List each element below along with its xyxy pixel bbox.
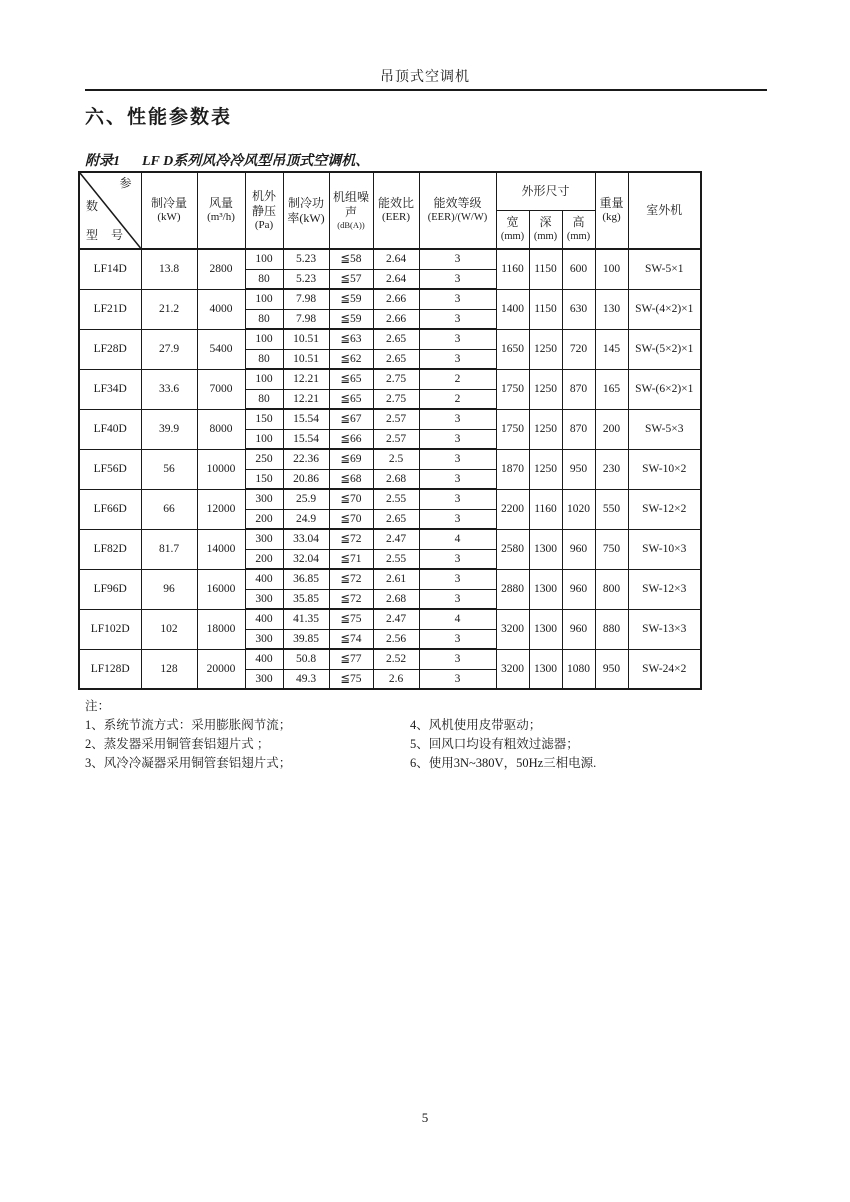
table-row xyxy=(79,489,701,509)
model-cell: LF14D xyxy=(79,249,141,289)
col-header-dim-height: 高 (mm) xyxy=(562,210,595,249)
table-caption xyxy=(85,150,369,170)
model-cell: LF128D xyxy=(79,649,141,689)
dim-height-cell: 950 xyxy=(562,449,595,489)
noise-cell: ≦70 xyxy=(329,489,373,509)
outdoor-unit-cell: SW-10×2 xyxy=(628,449,701,489)
eer-cell: 2.64 xyxy=(373,249,419,269)
weight-cell: 200 xyxy=(595,409,628,449)
noise-cell: ≦57 xyxy=(329,269,373,289)
col-header-dim-depth: 深 (mm) xyxy=(529,210,562,249)
col-header-airflow: 风量 (m³/h) xyxy=(197,172,245,249)
note-item: 5、回风口均设有粗效过滤器； xyxy=(410,737,579,751)
dim-width-cell: 1400 xyxy=(496,289,529,329)
corner-header-cell xyxy=(79,172,141,249)
weight-cell: 750 xyxy=(595,529,628,569)
col-header-static-pressure: 机外静压 (Pa) xyxy=(245,172,283,249)
dim-width-cell: 1160 xyxy=(496,249,529,289)
efficiency-grade-cell: 3 xyxy=(419,649,496,669)
efficiency-grade-cell: 3 xyxy=(419,249,496,269)
weight-cell: 130 xyxy=(595,289,628,329)
cooling-power-cell: 7.98 xyxy=(283,309,329,329)
cooling-power-cell: 24.9 xyxy=(283,509,329,529)
weight-cell: 950 xyxy=(595,649,628,689)
col-header-noise: 机组噪声 (dB(A)) xyxy=(329,172,373,249)
weight-cell: 100 xyxy=(595,249,628,289)
static-pressure-cell: 300 xyxy=(245,669,283,689)
eer-cell: 2.55 xyxy=(373,549,419,569)
noise-cell: ≦65 xyxy=(329,369,373,389)
eer-cell: 2.47 xyxy=(373,609,419,629)
weight-cell: 165 xyxy=(595,369,628,409)
noise-cell: ≦70 xyxy=(329,509,373,529)
static-pressure-cell: 80 xyxy=(245,389,283,409)
static-pressure-cell: 400 xyxy=(245,649,283,669)
eer-cell: 2.66 xyxy=(373,289,419,309)
static-pressure-cell: 150 xyxy=(245,469,283,489)
dim-width-cell: 2580 xyxy=(496,529,529,569)
eer-cell: 2.65 xyxy=(373,509,419,529)
static-pressure-cell: 250 xyxy=(245,449,283,469)
outdoor-unit-cell: SW-(4×2)×1 xyxy=(628,289,701,329)
eer-cell: 2.75 xyxy=(373,389,419,409)
efficiency-grade-cell: 3 xyxy=(419,489,496,509)
note-item: 1、系统节流方式：采用膨胀阀节流； xyxy=(85,718,292,732)
static-pressure-cell: 100 xyxy=(245,289,283,309)
dim-depth-cell: 1300 xyxy=(529,529,562,569)
static-pressure-cell: 300 xyxy=(245,589,283,609)
model-cell: LF96D xyxy=(79,569,141,609)
corner-model-label: 型 号 xyxy=(86,228,129,242)
dim-height-cell: 720 xyxy=(562,329,595,369)
weight-cell: 230 xyxy=(595,449,628,489)
cooling-capacity-cell: 21.2 xyxy=(141,289,197,329)
dim-width-cell: 1870 xyxy=(496,449,529,489)
efficiency-grade-cell: 3 xyxy=(419,449,496,469)
model-cell: LF56D xyxy=(79,449,141,489)
outdoor-unit-cell: SW-(5×2)×1 xyxy=(628,329,701,369)
static-pressure-cell: 150 xyxy=(245,409,283,429)
noise-cell: ≦65 xyxy=(329,389,373,409)
cooling-capacity-cell: 81.7 xyxy=(141,529,197,569)
cooling-power-cell: 12.21 xyxy=(283,369,329,389)
noise-cell: ≦59 xyxy=(329,309,373,329)
cooling-capacity-cell: 27.9 xyxy=(141,329,197,369)
cooling-capacity-cell: 128 xyxy=(141,649,197,689)
spec-table xyxy=(78,171,702,690)
weight-cell: 550 xyxy=(595,489,628,529)
caption-text: LF D系列风冷冷风型吊顶式空调机、 xyxy=(142,154,370,169)
cooling-power-cell: 15.54 xyxy=(283,409,329,429)
cooling-power-cell: 35.85 xyxy=(283,589,329,609)
efficiency-grade-cell: 2 xyxy=(419,369,496,389)
cooling-capacity-cell: 33.6 xyxy=(141,369,197,409)
dim-width-cell: 2880 xyxy=(496,569,529,609)
table-row xyxy=(79,569,701,589)
eer-cell: 2.68 xyxy=(373,589,419,609)
dim-depth-cell: 1250 xyxy=(529,369,562,409)
notes-heading: 注： xyxy=(85,699,111,713)
dim-height-cell: 1020 xyxy=(562,489,595,529)
table-row xyxy=(79,649,701,669)
cooling-power-cell: 5.23 xyxy=(283,249,329,269)
eer-cell: 2.68 xyxy=(373,469,419,489)
eer-cell: 2.61 xyxy=(373,569,419,589)
eer-cell: 2.56 xyxy=(373,629,419,649)
weight-cell: 880 xyxy=(595,609,628,649)
eer-cell: 2.65 xyxy=(373,349,419,369)
outdoor-unit-cell: SW-5×1 xyxy=(628,249,701,289)
outdoor-unit-cell: SW-13×3 xyxy=(628,609,701,649)
static-pressure-cell: 80 xyxy=(245,349,283,369)
eer-cell: 2.64 xyxy=(373,269,419,289)
dim-width-cell: 2200 xyxy=(496,489,529,529)
static-pressure-cell: 300 xyxy=(245,489,283,509)
spec-table-body xyxy=(79,249,701,689)
cooling-capacity-cell: 13.8 xyxy=(141,249,197,289)
airflow-cell: 12000 xyxy=(197,489,245,529)
model-cell: LF82D xyxy=(79,529,141,569)
dim-depth-cell: 1250 xyxy=(529,329,562,369)
efficiency-grade-cell: 3 xyxy=(419,549,496,569)
model-cell: LF40D xyxy=(79,409,141,449)
eer-cell: 2.66 xyxy=(373,309,419,329)
static-pressure-cell: 300 xyxy=(245,529,283,549)
notes-column-left xyxy=(85,716,291,773)
noise-cell: ≦68 xyxy=(329,469,373,489)
dim-width-cell: 1650 xyxy=(496,329,529,369)
efficiency-grade-cell: 3 xyxy=(419,509,496,529)
efficiency-grade-cell: 3 xyxy=(419,309,496,329)
cooling-power-cell: 15.54 xyxy=(283,429,329,449)
note-item: 3、风冷冷凝器采用铜管套铝翅片式； xyxy=(85,756,292,770)
eer-cell: 2.65 xyxy=(373,329,419,349)
table-row xyxy=(79,289,701,309)
cooling-power-cell: 33.04 xyxy=(283,529,329,549)
dim-height-cell: 1080 xyxy=(562,649,595,689)
dim-height-cell: 870 xyxy=(562,369,595,409)
page-number: 5 xyxy=(421,1110,429,1125)
dim-depth-cell: 1150 xyxy=(529,249,562,289)
noise-cell: ≦71 xyxy=(329,549,373,569)
airflow-cell: 5400 xyxy=(197,329,245,369)
model-cell: LF34D xyxy=(79,369,141,409)
cooling-power-cell: 22.36 xyxy=(283,449,329,469)
cooling-capacity-cell: 66 xyxy=(141,489,197,529)
efficiency-grade-cell: 4 xyxy=(419,609,496,629)
static-pressure-cell: 200 xyxy=(245,509,283,529)
eer-cell: 2.57 xyxy=(373,409,419,429)
eer-cell: 2.47 xyxy=(373,529,419,549)
noise-cell: ≦63 xyxy=(329,329,373,349)
dim-depth-cell: 1160 xyxy=(529,489,562,529)
cooling-power-cell: 12.21 xyxy=(283,389,329,409)
cooling-power-cell: 25.9 xyxy=(283,489,329,509)
efficiency-grade-cell: 4 xyxy=(419,529,496,549)
static-pressure-cell: 100 xyxy=(245,429,283,449)
efficiency-grade-cell: 3 xyxy=(419,269,496,289)
efficiency-grade-cell: 3 xyxy=(419,329,496,349)
weight-cell: 145 xyxy=(595,329,628,369)
model-cell: LF21D xyxy=(79,289,141,329)
efficiency-grade-cell: 3 xyxy=(419,429,496,449)
noise-cell: ≦66 xyxy=(329,429,373,449)
col-header-cooling-power: 制冷功率(kW) xyxy=(283,172,329,249)
model-cell: LF28D xyxy=(79,329,141,369)
corner-param-char-2: 数 xyxy=(86,199,99,213)
eer-cell: 2.55 xyxy=(373,489,419,509)
cooling-power-cell: 10.51 xyxy=(283,349,329,369)
static-pressure-cell: 100 xyxy=(245,329,283,349)
table-row xyxy=(79,449,701,469)
efficiency-grade-cell: 2 xyxy=(419,389,496,409)
airflow-cell: 14000 xyxy=(197,529,245,569)
running-header-title: 吊顶式空调机 xyxy=(380,70,470,85)
dim-height-cell: 960 xyxy=(562,569,595,609)
noise-cell: ≦67 xyxy=(329,409,373,429)
airflow-cell: 7000 xyxy=(197,369,245,409)
dim-height-cell: 600 xyxy=(562,249,595,289)
airflow-cell: 16000 xyxy=(197,569,245,609)
dim-depth-cell: 1250 xyxy=(529,409,562,449)
weight-cell: 800 xyxy=(595,569,628,609)
efficiency-grade-cell: 3 xyxy=(419,349,496,369)
efficiency-grade-cell: 3 xyxy=(419,569,496,589)
noise-cell: ≦72 xyxy=(329,529,373,549)
eer-cell: 2.75 xyxy=(373,369,419,389)
airflow-cell: 8000 xyxy=(197,409,245,449)
cooling-capacity-cell: 56 xyxy=(141,449,197,489)
caption-prefix: 附录1 xyxy=(85,154,120,169)
efficiency-grade-cell: 3 xyxy=(419,629,496,649)
efficiency-grade-cell: 3 xyxy=(419,669,496,689)
outdoor-unit-cell: SW-10×3 xyxy=(628,529,701,569)
efficiency-grade-cell: 3 xyxy=(419,289,496,309)
model-cell: LF102D xyxy=(79,609,141,649)
dim-height-cell: 960 xyxy=(562,529,595,569)
table-row xyxy=(79,409,701,429)
dim-depth-cell: 1250 xyxy=(529,449,562,489)
airflow-cell: 2800 xyxy=(197,249,245,289)
noise-cell: ≦62 xyxy=(329,349,373,369)
dim-height-cell: 960 xyxy=(562,609,595,649)
col-header-efficiency-grade: 能效等级 (EER)/(W/W) xyxy=(419,172,496,249)
noise-cell: ≦72 xyxy=(329,589,373,609)
outdoor-unit-cell: SW-5×3 xyxy=(628,409,701,449)
note-item: 2、蒸发器采用铜管套铝翅片式 ； xyxy=(85,737,270,751)
cooling-power-cell: 10.51 xyxy=(283,329,329,349)
col-header-eer: 能效比 (EER) xyxy=(373,172,419,249)
cooling-power-cell: 20.86 xyxy=(283,469,329,489)
section-title: 六、性能参数表 xyxy=(85,107,233,128)
cooling-capacity-cell: 96 xyxy=(141,569,197,609)
notes-section xyxy=(85,697,725,770)
static-pressure-cell: 100 xyxy=(245,369,283,389)
dim-height-cell: 870 xyxy=(562,409,595,449)
col-header-weight: 重量 (kg) xyxy=(595,172,628,249)
outdoor-unit-cell: SW-12×3 xyxy=(628,569,701,609)
table-row xyxy=(79,249,701,269)
airflow-cell: 20000 xyxy=(197,649,245,689)
noise-cell: ≦74 xyxy=(329,629,373,649)
airflow-cell: 10000 xyxy=(197,449,245,489)
cooling-power-cell: 36.85 xyxy=(283,569,329,589)
static-pressure-cell: 200 xyxy=(245,549,283,569)
table-row xyxy=(79,329,701,349)
header-rule xyxy=(85,89,767,91)
noise-cell: ≦75 xyxy=(329,609,373,629)
dim-depth-cell: 1300 xyxy=(529,569,562,609)
cooling-power-cell: 39.85 xyxy=(283,629,329,649)
cooling-power-cell: 5.23 xyxy=(283,269,329,289)
efficiency-grade-cell: 3 xyxy=(419,589,496,609)
table-row xyxy=(79,609,701,629)
dim-depth-cell: 1300 xyxy=(529,649,562,689)
note-item: 4、风机使用皮带驱动； xyxy=(410,718,542,732)
dim-width-cell: 1750 xyxy=(496,409,529,449)
dim-depth-cell: 1300 xyxy=(529,609,562,649)
dim-width-cell: 1750 xyxy=(496,369,529,409)
outdoor-unit-cell: SW-12×2 xyxy=(628,489,701,529)
col-header-outdoor-unit: 室外机 xyxy=(628,172,701,249)
eer-cell: 2.6 xyxy=(373,669,419,689)
corner-param-char-1: 参 xyxy=(119,176,132,190)
col-header-dim-width: 宽 (mm) xyxy=(496,210,529,249)
cooling-power-cell: 41.35 xyxy=(283,609,329,629)
outdoor-unit-cell: SW-(6×2)×1 xyxy=(628,369,701,409)
note-item: 6、使用3N~380V，50Hz三相电源. xyxy=(410,756,597,770)
noise-cell: ≦59 xyxy=(329,289,373,309)
static-pressure-cell: 400 xyxy=(245,609,283,629)
eer-cell: 2.57 xyxy=(373,429,419,449)
col-header-dimensions: 外形尺寸 xyxy=(496,172,595,210)
cooling-power-cell: 32.04 xyxy=(283,549,329,569)
dim-height-cell: 630 xyxy=(562,289,595,329)
eer-cell: 2.52 xyxy=(373,649,419,669)
airflow-cell: 4000 xyxy=(197,289,245,329)
airflow-cell: 18000 xyxy=(197,609,245,649)
eer-cell: 2.5 xyxy=(373,449,419,469)
cooling-capacity-cell: 102 xyxy=(141,609,197,649)
col-header-cooling-capacity: 制冷量 (kW) xyxy=(141,172,197,249)
noise-cell: ≦77 xyxy=(329,649,373,669)
static-pressure-cell: 80 xyxy=(245,269,283,289)
static-pressure-cell: 100 xyxy=(245,249,283,269)
noise-cell: ≦69 xyxy=(329,449,373,469)
static-pressure-cell: 400 xyxy=(245,569,283,589)
cooling-capacity-cell: 39.9 xyxy=(141,409,197,449)
cooling-power-cell: 49.3 xyxy=(283,669,329,689)
efficiency-grade-cell: 3 xyxy=(419,409,496,429)
static-pressure-cell: 80 xyxy=(245,309,283,329)
dim-width-cell: 3200 xyxy=(496,609,529,649)
cooling-power-cell: 50.8 xyxy=(283,649,329,669)
noise-cell: ≦58 xyxy=(329,249,373,269)
model-cell: LF66D xyxy=(79,489,141,529)
efficiency-grade-cell: 3 xyxy=(419,469,496,489)
table-row xyxy=(79,529,701,549)
noise-cell: ≦72 xyxy=(329,569,373,589)
static-pressure-cell: 300 xyxy=(245,629,283,649)
outdoor-unit-cell: SW-24×2 xyxy=(628,649,701,689)
cooling-power-cell: 7.98 xyxy=(283,289,329,309)
table-row xyxy=(79,369,701,389)
noise-cell: ≦75 xyxy=(329,669,373,689)
dim-depth-cell: 1150 xyxy=(529,289,562,329)
dim-width-cell: 3200 xyxy=(496,649,529,689)
notes-column-right xyxy=(410,716,596,773)
